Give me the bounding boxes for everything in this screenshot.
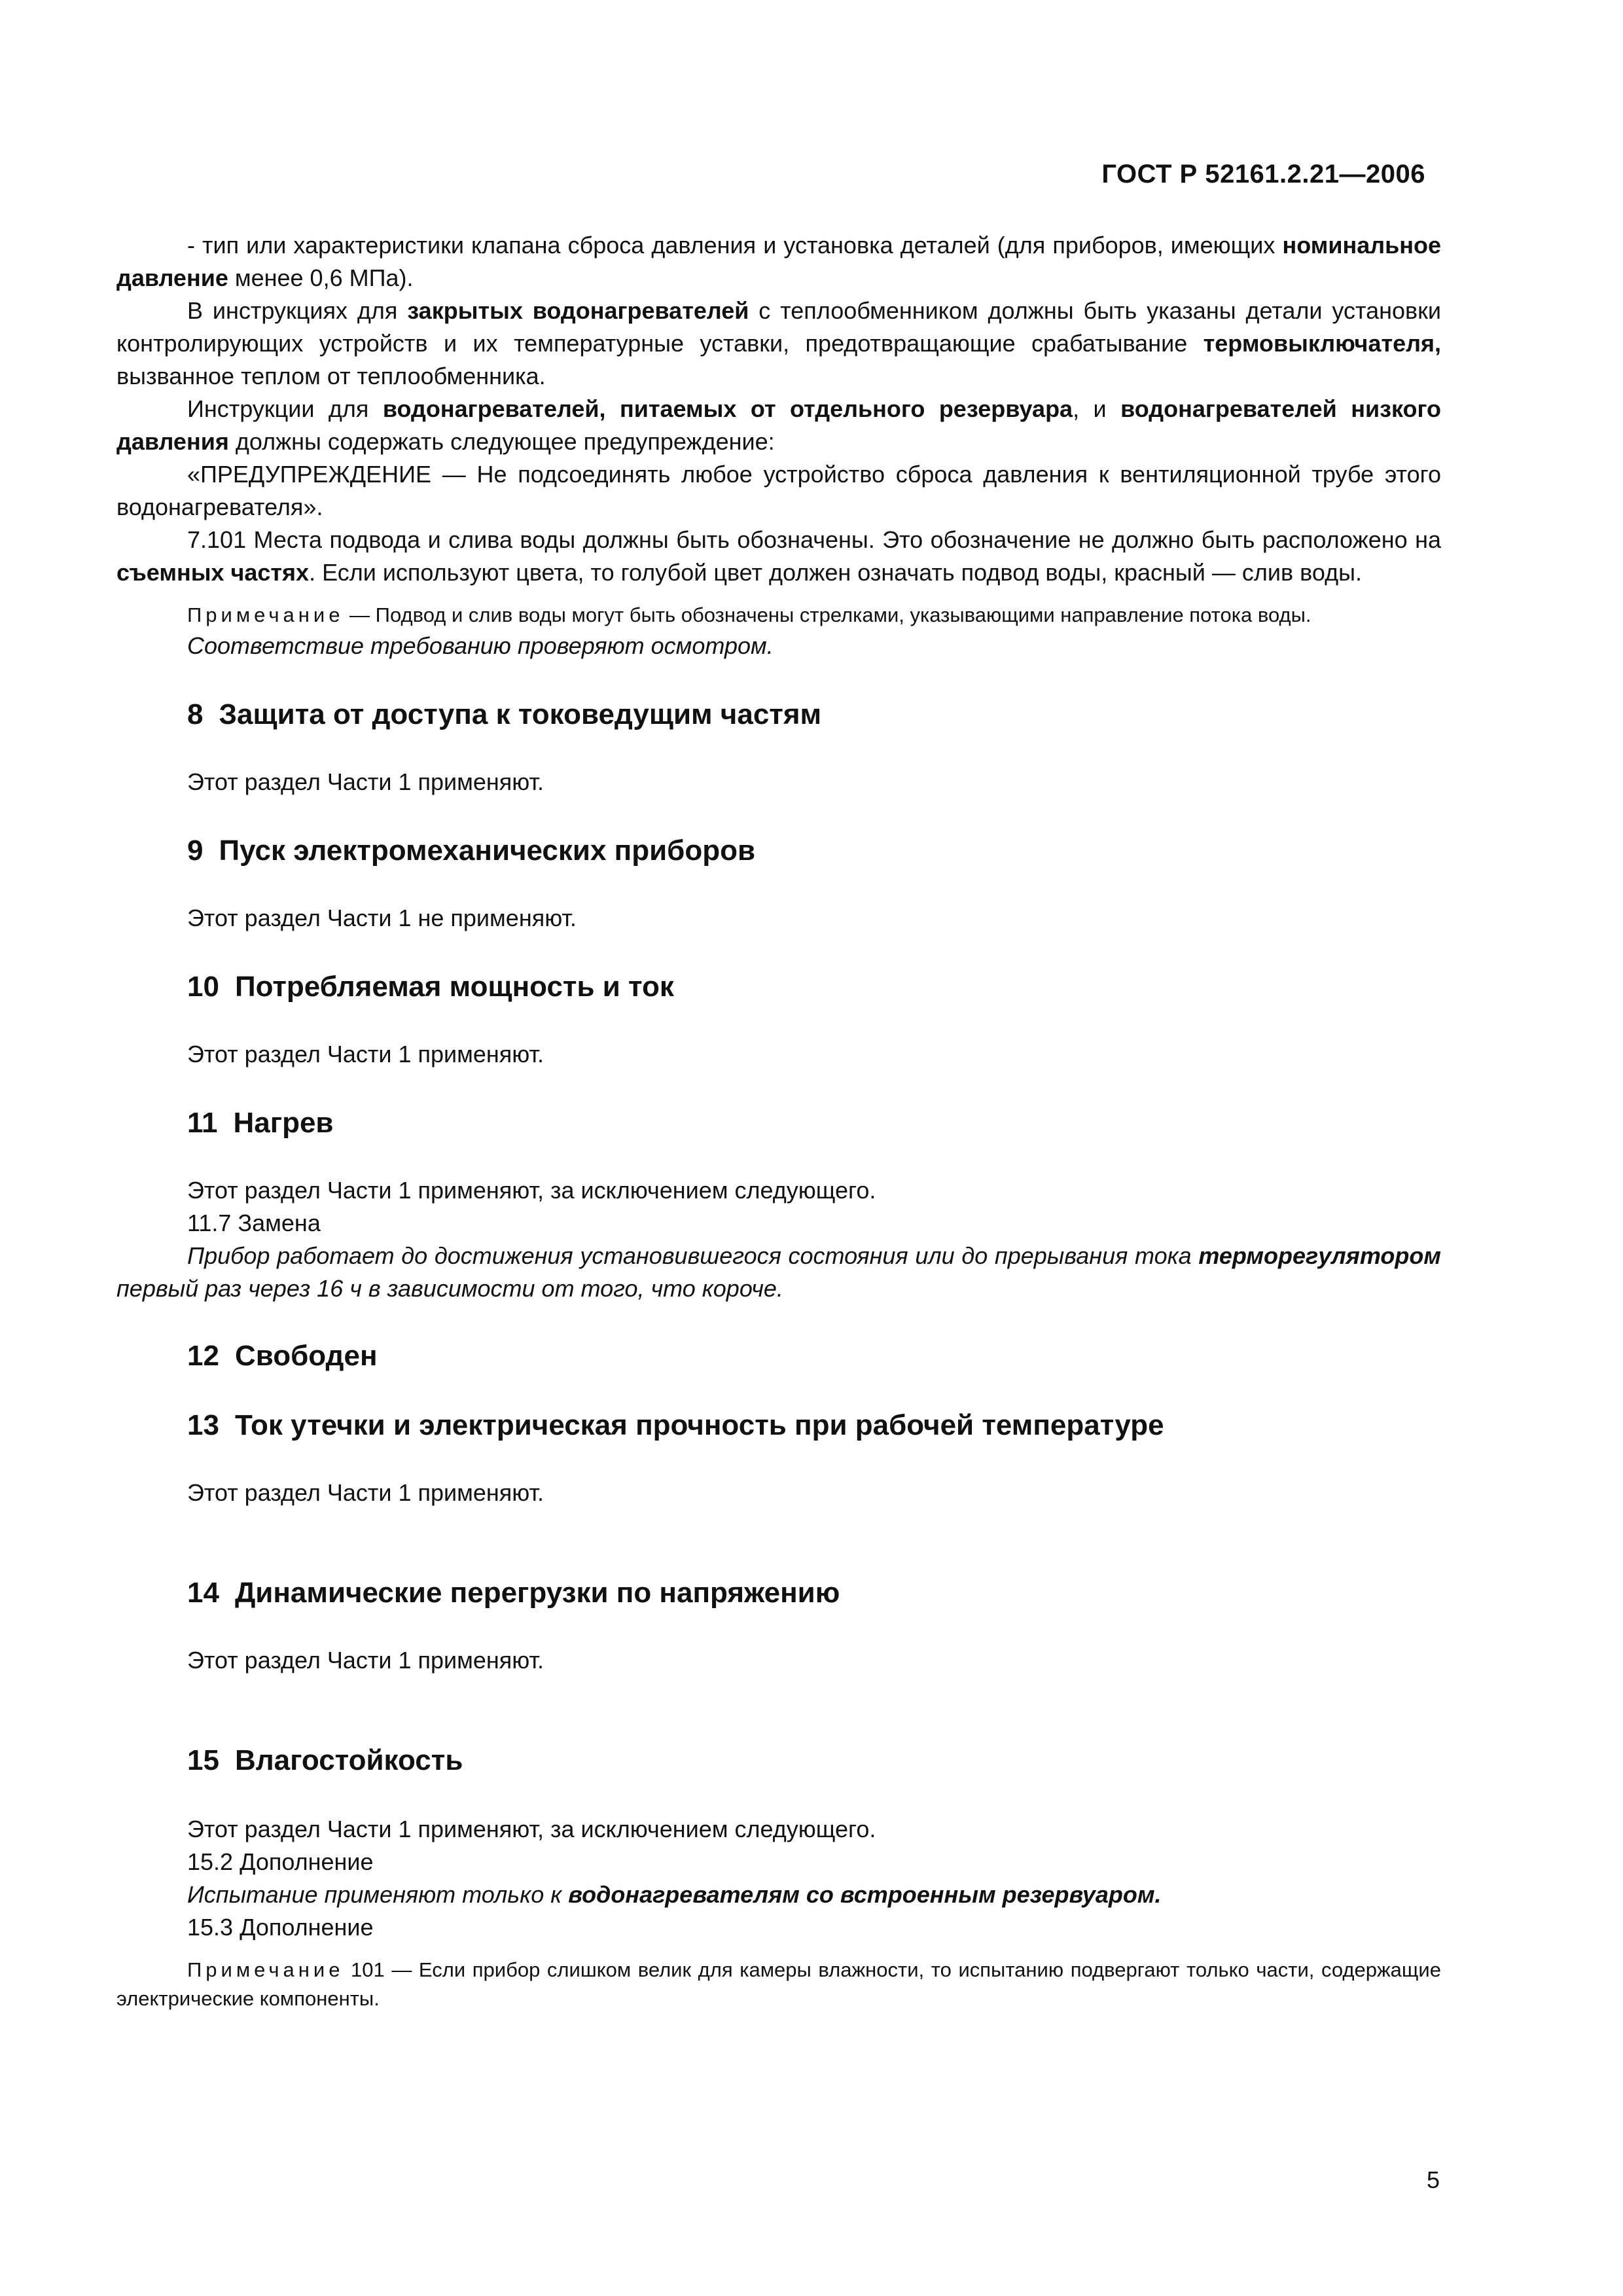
section-11-body: Этот раздел Части 1 применяют, за исключением следующего. [187, 1177, 876, 1204]
document-code: ГОСТ Р 52161.2.21—2006 [1101, 160, 1425, 188]
section-12-heading: 12 Свободен [187, 1340, 378, 1372]
section-14-heading: 14 Динамические перегрузки по напряжению [187, 1577, 840, 1609]
compliance-text: Соответствие требованию проверяют осмотром. [187, 632, 774, 659]
page-content [116, 229, 1441, 2013]
section-13-body: Этот раздел Части 1 применяют. [187, 1479, 544, 1506]
closed-heaters-paragraph: В инструкциях для закрытых водонагревателей с теплообменником должны быть указаны детали установки контролирующих устройств и их температурные уставки, предотвращающие срабатывание термовыключателя, вызванное теплом от теплообменника. [116, 297, 1441, 389]
section-11-italic: Прибор работает до достижения установившегося состояния или до прерывания тока терморегулятором первый раз через 16 ч в зависимости от того, что короче. [116, 1242, 1441, 1302]
instructions-paragraph: Инструкции для водонагревателей, питаемых от отдельного резервуара, и водонагревателей низкого давления должны содержать следующее предупреждение: [116, 395, 1442, 455]
section-11-heading: 11 Нагрев [187, 1107, 334, 1139]
section-9-heading: 9 Пуск электромеханических приборов [187, 834, 756, 867]
section-15-italic: Испытание применяют только к водонагревателям со встроенным резервуаром. [187, 1881, 1162, 1908]
section-9-body: Этот раздел Части 1 не применяют. [187, 905, 577, 931]
note-7-101: Примечание — Подвод и слив воды могут быть обозначены стрелками, указывающими направление потока воды. [187, 603, 1311, 626]
dash-item: - тип или характеристики клапана сброса давления и установка деталей (для приборов, имеющих номинальное давление менее 0,6 МПа). [116, 232, 1441, 291]
warning-paragraph: «ПРЕДУПРЕЖДЕНИЕ — Не подсоединять любое устройство сброса давления к вентиляционной трубе этого водонагревателя». [116, 461, 1441, 520]
clause-15-3: 15.3 Дополнение [187, 1914, 374, 1941]
section-14-body: Этот раздел Части 1 применяют. [187, 1647, 544, 1674]
note-101: Примечание 101 — Если прибор слишком велик для камеры влажности, то испытанию подвергают только части, содержащие электрические компоненты. [116, 1958, 1441, 2010]
section-10-heading: 10 Потребляемая мощность и ток [187, 971, 674, 1003]
section-15-body: Этот раздел Части 1 применяют, за исключением следующего. [187, 1816, 876, 1842]
clause-7-101: 7.101 Места подвода и слива воды должны быть обозначены. Это обозначение не должно быть расположено на съемных частях. Если используют цвета, то голубой цвет должен означать подвод воды, красный — слив воды. [116, 526, 1441, 586]
clause-11-7: 11.7 Замена [187, 1210, 321, 1236]
section-13-heading: 13 Ток утечки и электрическая прочность при рабочей температуре [187, 1409, 1164, 1441]
section-15-heading: 15 Влагостойкость [187, 1744, 463, 1776]
page-number: 5 [1426, 2166, 1440, 2193]
clause-15-2: 15.2 Дополнение [187, 1848, 374, 1875]
section-8-heading: 8 Защита от доступа к токоведущим частям [187, 698, 822, 730]
section-8-body: Этот раздел Части 1 применяют. [187, 768, 544, 795]
section-10-body: Этот раздел Части 1 применяют. [187, 1041, 544, 1067]
